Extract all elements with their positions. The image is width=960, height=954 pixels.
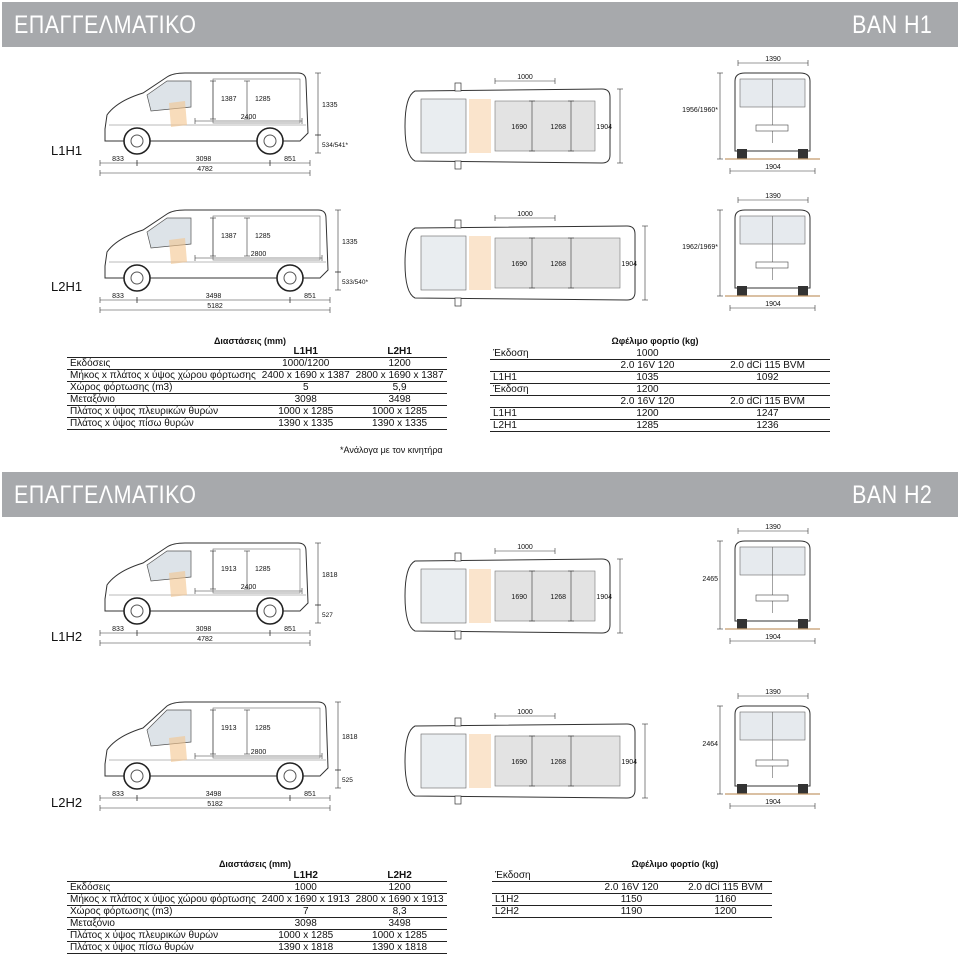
side-door-dim: 1285 [255, 725, 271, 732]
table-row [67, 894, 447, 906]
col-header: L2H2 [353, 870, 447, 882]
table-row [67, 358, 447, 370]
value-cell: 2800 x 1690 x 1913 [353, 894, 447, 906]
table-row [492, 894, 772, 906]
cargo-floor [495, 571, 595, 621]
mirror-icon [455, 718, 461, 726]
top-view-diagram [395, 208, 655, 318]
cargo-width-dim: 1690 [511, 124, 527, 131]
table-row [490, 384, 830, 396]
sill-height-dim: 527 [322, 612, 333, 619]
value-cell: 3498 [353, 394, 447, 406]
rear-view-diagram [690, 686, 950, 816]
cargo-height-dim: 1387 [221, 96, 237, 103]
label-cell: Χώρος φόρτωσης (m3) [67, 382, 259, 394]
floor-length-dim: 2400 [240, 114, 257, 121]
section-model: BAN H1 [851, 11, 932, 39]
overall-width-dim: 1904 [596, 124, 612, 131]
value-cell: 2.0 16V 120 [590, 360, 705, 372]
value-cell [705, 348, 830, 360]
value-cell: 1285 [590, 420, 705, 432]
label-cell: Εκδόσεις [67, 882, 259, 894]
floor-length-dim: 2800 [250, 251, 267, 258]
front-overhang-dim: 833 [112, 156, 124, 163]
rear-wheel [737, 149, 747, 159]
section-title: ΕΠΑΓΓΕΛΜΑΤΙΚΟ [14, 11, 197, 39]
cargo-height-dim: 1913 [221, 725, 237, 732]
seats [469, 99, 491, 153]
seats [469, 236, 491, 290]
value-cell: 1000 x 1285 [353, 406, 447, 418]
payload-caption: Ωφέλιμο φορτίο (kg) [631, 859, 719, 869]
rear-overhang-dim: 851 [304, 293, 316, 300]
footnote: *Ανάλογα με τον κινητήρα [340, 445, 443, 455]
dimensions-table [67, 346, 447, 430]
side-view-diagram [95, 192, 369, 322]
table-row [490, 360, 830, 372]
side-view-diagram [95, 525, 345, 655]
rear-wheel [798, 286, 808, 296]
label-cell: Μήκος x πλάτος x ύψος χώρου φόρτωσης [67, 894, 259, 906]
label-cell: Πλάτος x ύψος πίσω θυρών [67, 418, 259, 430]
seats [469, 734, 491, 788]
value-cell: 1200 [590, 408, 705, 420]
mirror-icon [455, 631, 461, 639]
floor-length-dim: 2400 [240, 584, 257, 591]
overall-height-dim: 2464 [702, 741, 718, 748]
top-view-diagram [395, 71, 655, 181]
table-row [67, 906, 447, 918]
col-header: L1H2 [259, 870, 353, 882]
table-row [492, 870, 772, 882]
side-door-width-dim: 1000 [517, 74, 533, 81]
seats [469, 569, 491, 623]
rear-door-width-dim: 1390 [765, 193, 781, 200]
row-label: L1H1 [51, 143, 83, 158]
col-header: L2H1 [353, 346, 447, 358]
label-cell: Έκδοση [490, 348, 590, 360]
seat-icon [169, 571, 187, 597]
value-cell: 2400 x 1690 x 1387 [259, 370, 353, 382]
rear-wheel [798, 149, 808, 159]
value-cell [584, 870, 679, 882]
total-length-dim: 5182 [207, 801, 223, 808]
plate [756, 760, 788, 766]
track-width-dim: 1904 [765, 301, 781, 308]
side-door-width-dim: 1000 [517, 709, 533, 716]
label-cell: Πλάτος x ύψος πλευρικών θυρών [67, 406, 259, 418]
cargo-width-dim: 1690 [511, 759, 527, 766]
rear-overhang-dim: 851 [284, 156, 296, 163]
height-dim: 1335 [322, 102, 338, 109]
cargo-width-dim: 1690 [511, 261, 527, 268]
section-header-h2 [2, 472, 958, 517]
side-door-dim: 1285 [255, 233, 271, 240]
table-row [490, 348, 830, 360]
value-cell: 7 [259, 906, 353, 918]
mirror-icon [455, 161, 461, 169]
plate [756, 262, 788, 268]
dims-caption: Διαστάσεις (mm) [213, 336, 287, 346]
label-cell: Μήκος x πλάτος x ύψος χώρου φόρτωσης [67, 370, 259, 382]
label-cell [492, 882, 584, 894]
label-cell: Έκδοση [492, 870, 584, 882]
side-door-width-dim: 1000 [517, 544, 533, 551]
value-cell: 2.0 16V 120 [584, 882, 679, 894]
rear-door-width-dim: 1390 [765, 56, 781, 63]
wheelarch-width-dim: 1268 [550, 261, 566, 268]
overall-height-dim: 2465 [702, 576, 718, 583]
value-cell: 1000/1200 [259, 358, 353, 370]
front-overhang-dim: 833 [112, 293, 124, 300]
cab-area [421, 236, 466, 290]
table-row [67, 418, 447, 430]
value-cell: 8,3 [353, 906, 447, 918]
value-cell: 2.0 dCi 115 BVM [705, 360, 830, 372]
cab-area [421, 99, 466, 153]
value-cell: 5 [259, 382, 353, 394]
rear-wheel [737, 784, 747, 794]
value-cell: 1390 x 1818 [259, 942, 353, 954]
label-cell: Πλάτος x ύψος πλευρικών θυρών [67, 930, 259, 942]
seat-icon [169, 101, 187, 127]
dims-caption: Διαστάσεις (mm) [218, 859, 292, 869]
cargo-height-dim: 1387 [221, 233, 237, 240]
plate [756, 595, 788, 601]
floor-length-dim: 2800 [250, 749, 267, 756]
value-cell: 1092 [705, 372, 830, 384]
label-cell: Πλάτος x ύψος πίσω θυρών [67, 942, 259, 954]
rear-wheel [798, 784, 808, 794]
dimensions-table [67, 870, 447, 954]
value-cell: 1000 [259, 882, 353, 894]
sill-height-dim: 534/541* [322, 142, 349, 149]
value-cell: 1247 [705, 408, 830, 420]
value-cell: 1000 x 1285 [259, 930, 353, 942]
overall-height-dim: 1956/1960* [682, 107, 718, 114]
track-width-dim: 1904 [765, 164, 781, 171]
table-row [490, 408, 830, 420]
top-view-diagram [395, 541, 655, 651]
value-cell: 3098 [259, 918, 353, 930]
label-cell: L1H1 [490, 408, 590, 420]
value-cell: 1200 [353, 358, 447, 370]
payload-table [490, 348, 830, 432]
rear-overhang-dim: 851 [284, 626, 296, 633]
table-row [492, 906, 772, 918]
value-cell: 1000 x 1285 [259, 406, 353, 418]
wheelarch-width-dim: 1268 [550, 759, 566, 766]
cargo-width-dim: 1690 [511, 594, 527, 601]
table-row [67, 918, 447, 930]
value-cell: 1150 [584, 894, 679, 906]
section-model: BAN H2 [851, 481, 932, 509]
overall-width-dim: 1904 [596, 594, 612, 601]
table-row [67, 394, 447, 406]
rear-view-diagram [690, 521, 950, 651]
value-cell: 1390 x 1335 [353, 418, 447, 430]
label-cell: L2H1 [490, 420, 590, 432]
value-cell: 2.0 16V 120 [590, 396, 705, 408]
table-row [490, 420, 830, 432]
seat-icon [169, 736, 187, 762]
wheelbase-dim: 3498 [205, 791, 222, 798]
value-cell: 1000 [590, 348, 705, 360]
value-cell: 1200 [590, 384, 705, 396]
track-width-dim: 1904 [765, 799, 781, 806]
value-cell: 1236 [705, 420, 830, 432]
height-dim: 1818 [342, 734, 358, 741]
label-cell: Χώρος φόρτωσης (m3) [67, 906, 259, 918]
rear-view-diagram [682, 188, 950, 318]
table-row [67, 942, 447, 954]
height-dim: 1818 [322, 572, 338, 579]
track-width-dim: 1904 [765, 634, 781, 641]
value-cell: 2.0 dCi 115 BVM [705, 396, 830, 408]
value-cell: 1390 x 1335 [259, 418, 353, 430]
table-row [67, 930, 447, 942]
table-row [490, 372, 830, 384]
side-door-dim: 1285 [255, 96, 271, 103]
front-overhang-dim: 833 [112, 626, 124, 633]
label-cell: Μεταξόνιο [67, 918, 259, 930]
payload-caption: Ωφέλιμο φορτίο (kg) [611, 336, 699, 346]
value-cell: 3498 [353, 918, 447, 930]
table-row [67, 370, 447, 382]
rear-wheel [737, 619, 747, 629]
label-cell [490, 396, 590, 408]
wheelarch-width-dim: 1268 [550, 594, 566, 601]
value-cell: 2800 x 1690 x 1387 [353, 370, 447, 382]
total-length-dim: 5182 [207, 303, 223, 310]
col-header: L1H1 [259, 346, 353, 358]
total-length-dim: 4782 [197, 166, 213, 173]
height-dim: 1335 [342, 239, 358, 246]
section-header-h1 [2, 2, 958, 47]
sill-height-dim: 533/540* [342, 279, 369, 286]
mirror-icon [455, 83, 461, 91]
value-cell: 2.0 dCi 115 BVM [679, 882, 772, 894]
mirror-icon [455, 796, 461, 804]
table-row [492, 882, 772, 894]
table-row [67, 882, 447, 894]
section-title: ΕΠΑΓΓΕΛΜΑΤΙΚΟ [14, 481, 197, 509]
wheelbase-dim: 3098 [195, 626, 212, 633]
label-cell: L1H1 [490, 372, 590, 384]
value-cell: 5,9 [353, 382, 447, 394]
row-label: L1H2 [51, 629, 83, 644]
front-overhang-dim: 833 [112, 791, 124, 798]
wheelbase-dim: 3098 [195, 156, 212, 163]
overall-height-dim: 1962/1969* [682, 244, 718, 251]
label-cell: Έκδοση [490, 384, 590, 396]
cargo-floor [495, 101, 595, 151]
wheelarch-width-dim: 1268 [550, 124, 566, 131]
total-length-dim: 4782 [197, 636, 213, 643]
side-view-diagram [95, 55, 349, 185]
table-row [490, 396, 830, 408]
overall-width-dim: 1904 [621, 261, 637, 268]
mirror-icon [455, 553, 461, 561]
value-cell: 1000 x 1285 [353, 930, 447, 942]
value-cell: 1200 [353, 882, 447, 894]
rear-door-width-dim: 1390 [765, 689, 781, 696]
payload-table [492, 870, 772, 918]
label-cell: Εκδόσεις [67, 358, 259, 370]
value-cell: 1190 [584, 906, 679, 918]
mirror-icon [455, 298, 461, 306]
value-cell: 1160 [679, 894, 772, 906]
rear-overhang-dim: 851 [304, 791, 316, 798]
side-door-width-dim: 1000 [517, 211, 533, 218]
rear-wheel [798, 619, 808, 629]
plate [756, 125, 788, 131]
value-cell [705, 384, 830, 396]
label-cell: Μεταξόνιο [67, 394, 259, 406]
label-cell: L2H2 [492, 906, 584, 918]
cab-area [421, 734, 466, 788]
value-cell: 2400 x 1690 x 1913 [259, 894, 353, 906]
value-cell: 1200 [679, 906, 772, 918]
value-cell: 3098 [259, 394, 353, 406]
value-cell [679, 870, 772, 882]
rear-wheel [737, 286, 747, 296]
overall-width-dim: 1904 [621, 759, 637, 766]
cargo-height-dim: 1913 [221, 566, 237, 573]
value-cell: 1390 x 1818 [353, 942, 447, 954]
label-cell: L1H2 [492, 894, 584, 906]
top-view-diagram [395, 706, 655, 816]
side-view-diagram [95, 690, 358, 820]
rear-view-diagram [682, 51, 950, 181]
label-cell [490, 360, 590, 372]
row-label: L2H1 [51, 279, 83, 294]
row-label: L2H2 [51, 795, 83, 810]
wheelbase-dim: 3498 [205, 293, 222, 300]
value-cell: 1035 [590, 372, 705, 384]
mirror-icon [455, 220, 461, 228]
table-row [67, 406, 447, 418]
table-row [67, 382, 447, 394]
rear-door-width-dim: 1390 [765, 524, 781, 531]
side-door-dim: 1285 [255, 566, 271, 573]
sill-height-dim: 525 [342, 777, 353, 784]
cab-area [421, 569, 466, 623]
seat-icon [169, 238, 187, 264]
